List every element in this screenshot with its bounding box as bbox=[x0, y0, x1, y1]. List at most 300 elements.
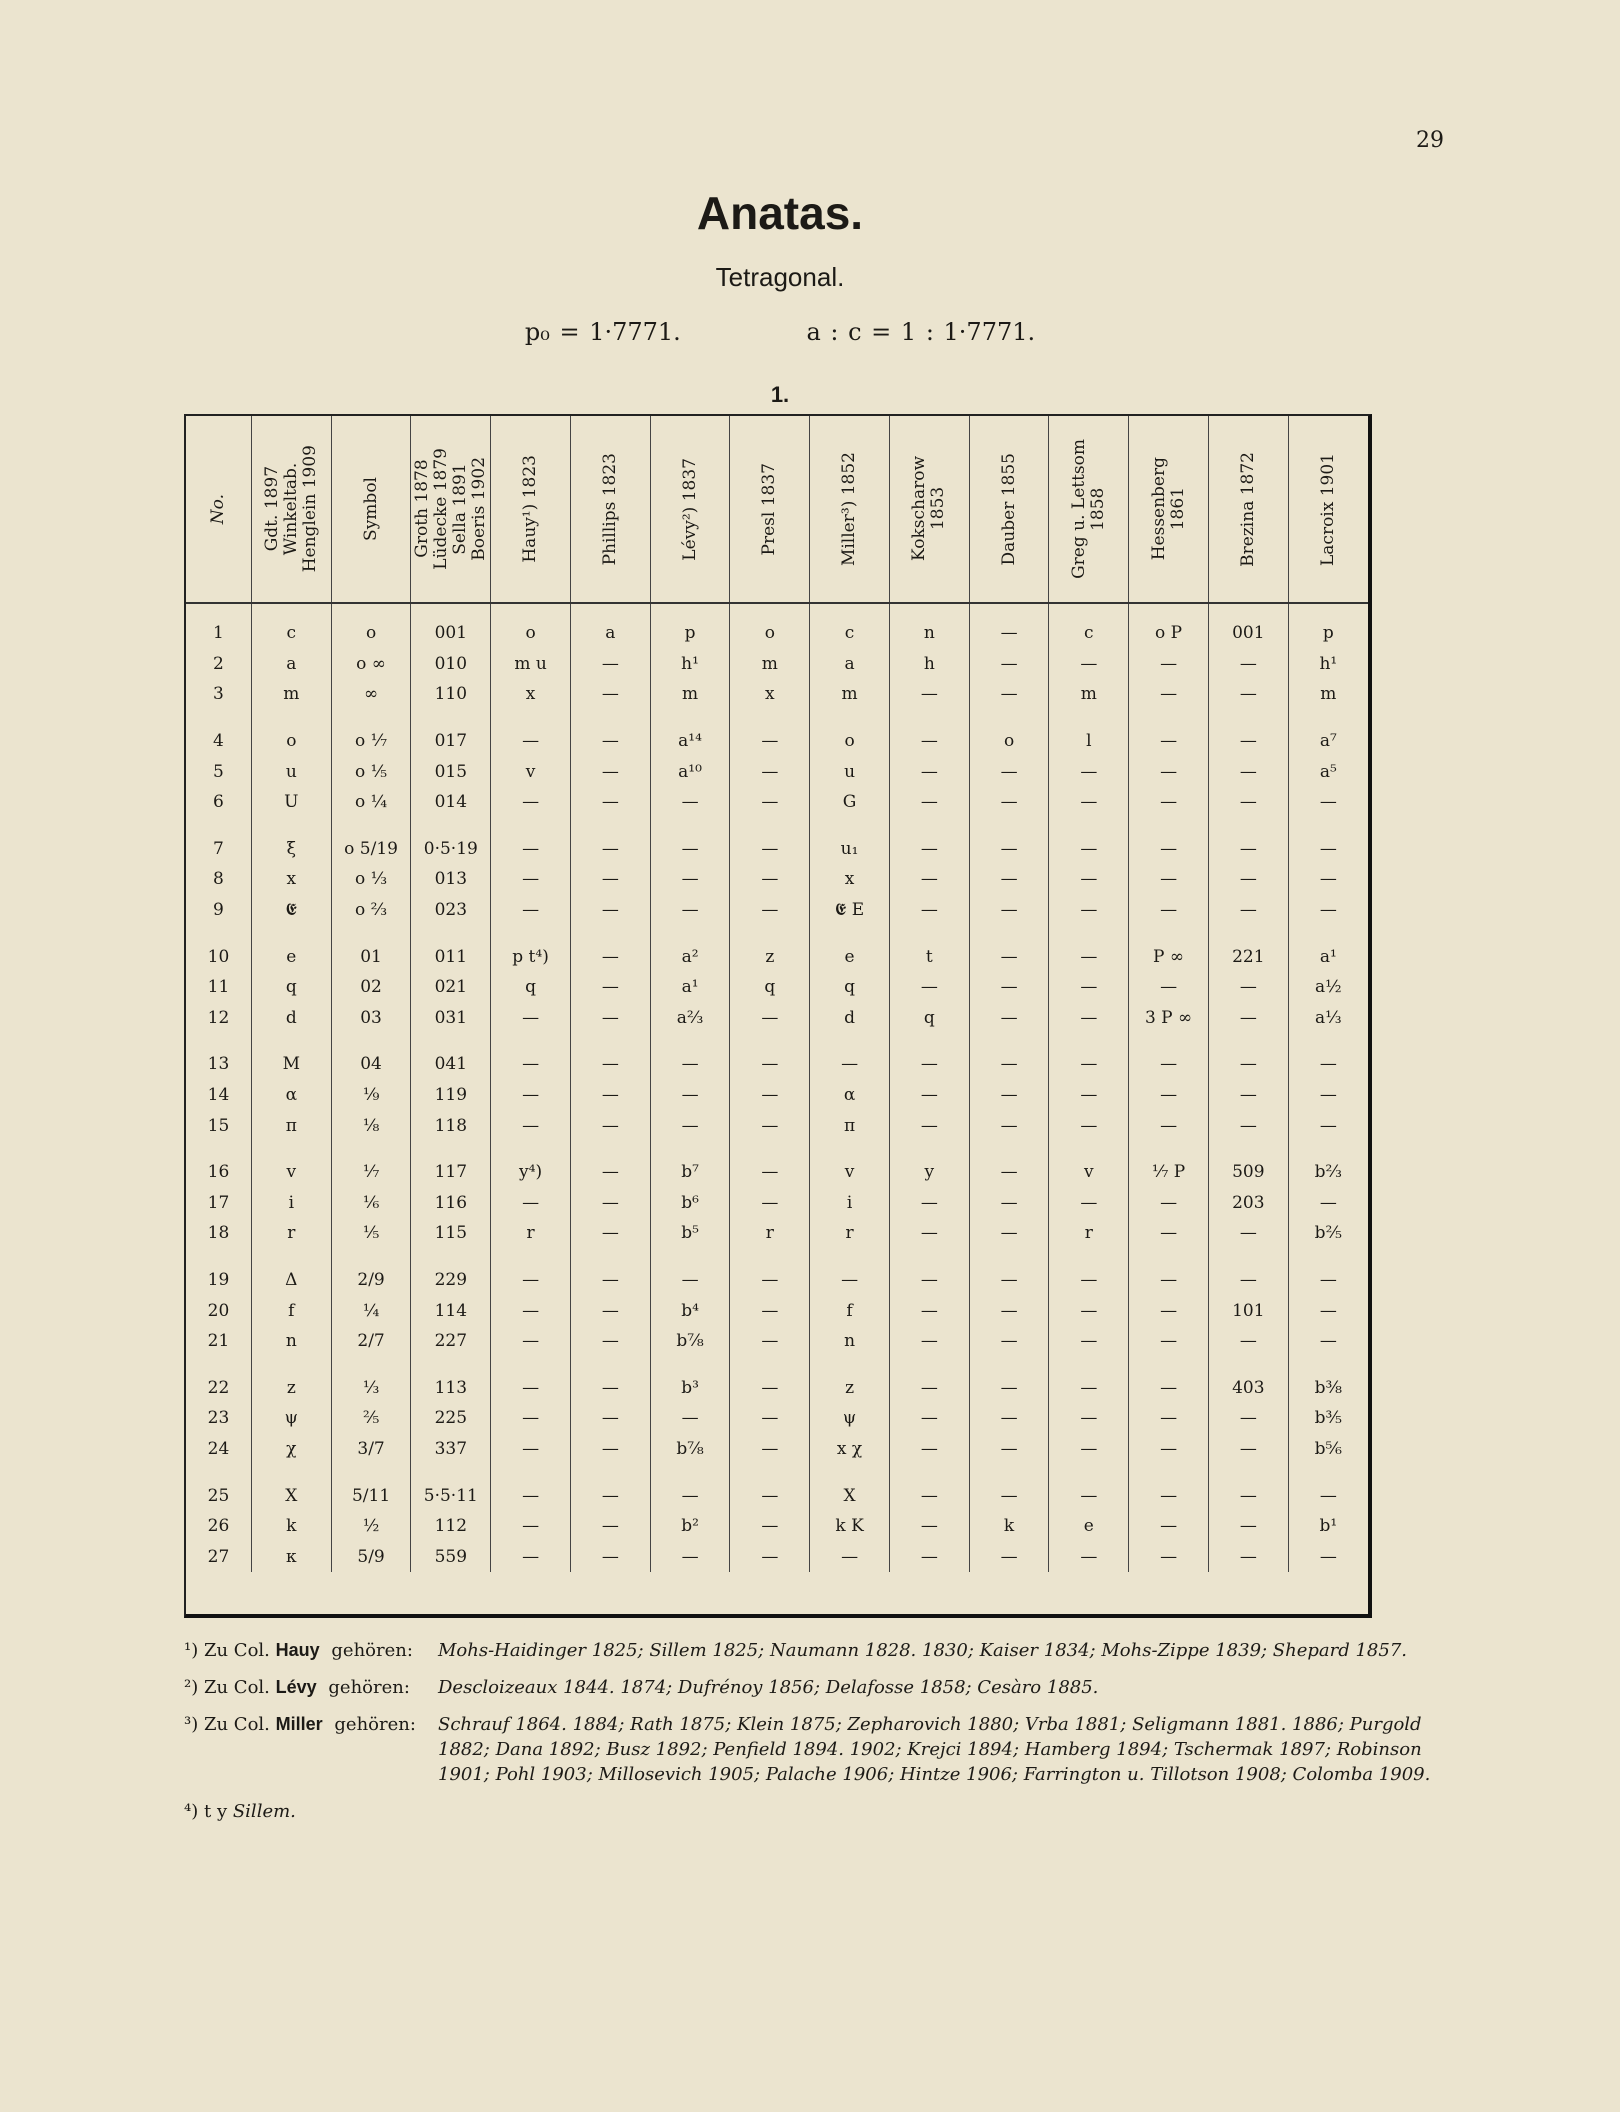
table-cell: — bbox=[570, 1295, 650, 1326]
table-cell: — bbox=[1208, 1218, 1288, 1249]
table-cell: — bbox=[889, 1403, 969, 1434]
table-cell: — bbox=[1288, 1249, 1368, 1296]
row-number: 19 bbox=[207, 1269, 230, 1290]
row-number: 3 bbox=[213, 684, 224, 705]
footnote-text: Descloizeaux 1844. 1874; Dufrénoy 1856; Delafosse 1858; Cesàro 1885. bbox=[438, 1677, 1099, 1698]
table-cell: v bbox=[251, 1141, 331, 1188]
table-cell: — bbox=[969, 1403, 1049, 1434]
table-cell: o bbox=[810, 710, 890, 757]
table-cell: ¼ bbox=[331, 1295, 411, 1326]
table-cell: — bbox=[1288, 1464, 1368, 1511]
table-cell: b⅚ bbox=[1288, 1434, 1368, 1465]
table-cell: — bbox=[1288, 818, 1368, 865]
table-cell: — bbox=[1049, 1541, 1129, 1572]
column-header-label: Hauy¹) 1823 bbox=[520, 455, 541, 563]
table-cell: b⅗ bbox=[1288, 1403, 1368, 1434]
table-cell: k bbox=[969, 1511, 1049, 1542]
table-cell: — bbox=[1129, 1356, 1209, 1403]
table-cell: b⅜ bbox=[1288, 1356, 1368, 1403]
table-cell: — bbox=[1129, 710, 1209, 757]
table-cell: — bbox=[1129, 1110, 1209, 1141]
table-cell: — bbox=[1208, 895, 1288, 926]
column-header bbox=[1129, 416, 1209, 603]
footnote-column-name: Hauy bbox=[275, 1640, 320, 1660]
table-cell: — bbox=[1049, 818, 1129, 865]
table-cell: m bbox=[1288, 679, 1368, 710]
table-row bbox=[186, 1188, 1368, 1219]
table-row bbox=[186, 818, 1368, 865]
table-cell: — bbox=[1208, 1110, 1288, 1141]
table-cell: — bbox=[1049, 1188, 1129, 1219]
table-cell: v bbox=[491, 756, 571, 787]
table-cell: — bbox=[1049, 756, 1129, 787]
column-header-label: Dauber 1855 bbox=[998, 452, 1019, 566]
table-cell: — bbox=[969, 1541, 1049, 1572]
table-row bbox=[186, 1403, 1368, 1434]
crystal-system: Tetragonal. bbox=[715, 262, 845, 292]
table-cell: — bbox=[1208, 1434, 1288, 1465]
table-cell: 041 bbox=[411, 1033, 491, 1080]
table-cell: — bbox=[1049, 1464, 1129, 1511]
table-cell: — bbox=[969, 1326, 1049, 1357]
table-cell: v bbox=[810, 1141, 890, 1188]
table-cell: — bbox=[730, 1326, 810, 1357]
column-header-label: Presl 1837 bbox=[759, 462, 780, 556]
column-header bbox=[1288, 416, 1368, 603]
row-number: 14 bbox=[207, 1085, 230, 1106]
table-cell: — bbox=[650, 1541, 730, 1572]
table-cell: — bbox=[889, 1249, 969, 1296]
table-cell: o bbox=[969, 710, 1049, 757]
table-cell: a⁷ bbox=[1288, 710, 1368, 757]
table-cell: — bbox=[570, 756, 650, 787]
table-cell: — bbox=[1129, 1080, 1209, 1111]
footnote-prefix: Zu Col. bbox=[203, 1677, 270, 1698]
table-cell: x χ bbox=[810, 1434, 890, 1465]
table-cell: 0·5·19 bbox=[411, 818, 491, 865]
table-cell: k K bbox=[810, 1511, 890, 1542]
table-cell: — bbox=[1049, 1326, 1129, 1357]
table-cell: — bbox=[1208, 864, 1288, 895]
table-cell: — bbox=[1049, 1003, 1129, 1034]
table-cell: c bbox=[810, 603, 890, 649]
footnote-label bbox=[184, 1638, 438, 1663]
table-cell: — bbox=[1129, 649, 1209, 680]
table-row bbox=[186, 895, 1368, 926]
table-cell: ⅐ P bbox=[1129, 1141, 1209, 1188]
table-cell: d bbox=[251, 1003, 331, 1034]
table-cell: π bbox=[810, 1110, 890, 1141]
column-header bbox=[889, 416, 969, 603]
table-cell: x bbox=[491, 679, 571, 710]
table-cell: — bbox=[730, 1003, 810, 1034]
table-cell: x bbox=[730, 679, 810, 710]
table-cell: — bbox=[889, 787, 969, 818]
table-cell: — bbox=[969, 818, 1049, 865]
table-cell: — bbox=[810, 1541, 890, 1572]
table-cell: o bbox=[331, 603, 411, 649]
table-cell: q bbox=[810, 972, 890, 1003]
row-number: 8 bbox=[213, 869, 224, 890]
row-number: 26 bbox=[207, 1516, 230, 1537]
table-cell: a¹⁰ bbox=[650, 756, 730, 787]
table-cell: o bbox=[491, 603, 571, 649]
table-cell: z bbox=[251, 1356, 331, 1403]
table-cell: 𝕰 bbox=[251, 895, 331, 926]
footnote-verb: gehören: bbox=[331, 1640, 413, 1661]
table-cell: — bbox=[570, 1403, 650, 1434]
footnote-text: Mohs-Haidinger 1825; Sillem 1825; Naumann 1828. 1830; Kaiser 1834; Mohs-Zippe 1839; Shepard 1857. bbox=[438, 1640, 1408, 1661]
table-row bbox=[186, 1003, 1368, 1034]
table-cell: 015 bbox=[411, 756, 491, 787]
table-cell: 509 bbox=[1208, 1141, 1288, 1188]
table-cell: — bbox=[491, 1003, 571, 1034]
constant-axial-ratio: a : c = 1 : 1·7771. bbox=[806, 318, 1036, 346]
table-cell: f bbox=[251, 1295, 331, 1326]
table-cell: — bbox=[1049, 649, 1129, 680]
table-row bbox=[186, 1141, 1368, 1188]
table-cell: ⅖ bbox=[331, 1403, 411, 1434]
table-cell: — bbox=[491, 1403, 571, 1434]
column-header bbox=[969, 416, 1049, 603]
footnote-1 bbox=[184, 1638, 1448, 1663]
table-cell: 203 bbox=[1208, 1188, 1288, 1219]
footnote-text: Schrauf 1864. 1884; Rath 1875; Klein 1875; Zepharovich 1880; Vrba 1881; Seligmann 1881. 1886; Purgold 1882; Dana 1892; Busz 1892; Penfield 1894. 1902; Krejci 1894; Hamberg 1894; Tschermak 1897; Robinson 1901; Pohl 1903; Millosevich 1905; Palache 1906; Hintze 1906; Farrington u. Tillotson 1908; Colomba 1909. bbox=[438, 1714, 1431, 1785]
table-cell: — bbox=[889, 1080, 969, 1111]
table-cell: y⁴) bbox=[491, 1141, 571, 1188]
table-row bbox=[186, 1249, 1368, 1296]
table-cell: ½ bbox=[331, 1511, 411, 1542]
table-cell: i bbox=[251, 1188, 331, 1219]
table-cell: — bbox=[570, 1003, 650, 1034]
table-cell: — bbox=[969, 1249, 1049, 1296]
table-cell: — bbox=[969, 1141, 1049, 1188]
table-cell: — bbox=[889, 972, 969, 1003]
table-cell: n bbox=[889, 603, 969, 649]
table-cell: — bbox=[730, 1033, 810, 1080]
table-cell: i bbox=[810, 1188, 890, 1219]
table-cell: — bbox=[889, 679, 969, 710]
table-cell: — bbox=[889, 864, 969, 895]
table-cell: 010 bbox=[411, 649, 491, 680]
table-cell: — bbox=[1049, 1110, 1129, 1141]
table-cell: — bbox=[570, 1110, 650, 1141]
table-row bbox=[186, 649, 1368, 680]
table-cell: — bbox=[650, 1249, 730, 1296]
table-cell: — bbox=[491, 1434, 571, 1465]
table-cell: — bbox=[570, 818, 650, 865]
table-cell: 013 bbox=[411, 864, 491, 895]
table-cell: — bbox=[1288, 864, 1368, 895]
table-cell: a bbox=[570, 603, 650, 649]
table-cell: α bbox=[251, 1080, 331, 1111]
table-cell: U bbox=[251, 787, 331, 818]
column-header-label: Phillips 1823 bbox=[599, 452, 620, 566]
table-cell: — bbox=[889, 1464, 969, 1511]
table-cell: — bbox=[1129, 1249, 1209, 1296]
footnote-2 bbox=[184, 1675, 1448, 1700]
table-cell: — bbox=[1129, 1403, 1209, 1434]
footnote-mark: ²) bbox=[184, 1677, 199, 1698]
table-cell: — bbox=[650, 864, 730, 895]
table-cell: — bbox=[969, 1464, 1049, 1511]
table-cell: — bbox=[570, 895, 650, 926]
table-cell: 225 bbox=[411, 1403, 491, 1434]
page-number: 29 bbox=[1416, 128, 1444, 153]
row-number: 5 bbox=[213, 761, 224, 782]
table-row bbox=[186, 1110, 1368, 1141]
table-cell: — bbox=[1208, 710, 1288, 757]
column-header-label: Gdt. 1897 Winkeltab. Henglein 1909 bbox=[261, 445, 320, 573]
table-cell: M bbox=[251, 1033, 331, 1080]
table-cell: a½ bbox=[1288, 972, 1368, 1003]
table-cell: — bbox=[1049, 1356, 1129, 1403]
table-cell: b² bbox=[650, 1511, 730, 1542]
table-cell: X bbox=[810, 1464, 890, 1511]
row-number: 23 bbox=[207, 1408, 230, 1429]
table-cell: t bbox=[889, 925, 969, 972]
table-cell: — bbox=[650, 1033, 730, 1080]
table-cell: o ⅐ bbox=[331, 710, 411, 757]
table-cell: o bbox=[251, 710, 331, 757]
column-header bbox=[331, 416, 411, 603]
table-cell: m bbox=[810, 679, 890, 710]
table-cell: κ bbox=[251, 1541, 331, 1572]
table-cell: — bbox=[889, 1326, 969, 1357]
table-cell: — bbox=[969, 972, 1049, 1003]
table-header-row bbox=[186, 416, 1368, 603]
table-cell: — bbox=[1049, 1403, 1129, 1434]
table-cell: — bbox=[889, 1511, 969, 1542]
table-cell: — bbox=[730, 895, 810, 926]
table-cell: 023 bbox=[411, 895, 491, 926]
table-cell: a¹⁴ bbox=[650, 710, 730, 757]
table-cell: e bbox=[251, 925, 331, 972]
table-cell: — bbox=[889, 756, 969, 787]
table-cell: a bbox=[810, 649, 890, 680]
table-cell: — bbox=[969, 649, 1049, 680]
column-header-label: Lacroix 1901 bbox=[1317, 452, 1338, 566]
table-cell: 03 bbox=[331, 1003, 411, 1034]
column-header bbox=[251, 416, 331, 603]
table-cell: o bbox=[730, 603, 810, 649]
table-cell: 031 bbox=[411, 1003, 491, 1034]
table-cell: h bbox=[889, 649, 969, 680]
table-cell: k bbox=[251, 1511, 331, 1542]
row-number: 9 bbox=[213, 900, 224, 921]
table-cell: X bbox=[251, 1464, 331, 1511]
column-header bbox=[570, 416, 650, 603]
table-cell: — bbox=[730, 1541, 810, 1572]
table-cell: — bbox=[1208, 1511, 1288, 1542]
table-cell: 02 bbox=[331, 972, 411, 1003]
table-cell: 2/9 bbox=[331, 1249, 411, 1296]
table-cell: z bbox=[810, 1356, 890, 1403]
table-cell: — bbox=[491, 1295, 571, 1326]
column-header bbox=[730, 416, 810, 603]
table-cell: u bbox=[251, 756, 331, 787]
table-cell: — bbox=[570, 1511, 650, 1542]
table-cell: — bbox=[1288, 1295, 1368, 1326]
table-cell: — bbox=[570, 787, 650, 818]
table-cell: — bbox=[969, 1295, 1049, 1326]
table-cell: — bbox=[1288, 1541, 1368, 1572]
table-cell: — bbox=[650, 895, 730, 926]
table-cell: — bbox=[491, 1080, 571, 1111]
table-cell: m bbox=[1049, 679, 1129, 710]
table-cell: — bbox=[570, 1141, 650, 1188]
table-cell: 229 bbox=[411, 1249, 491, 1296]
table-cell: 001 bbox=[411, 603, 491, 649]
table-cell: — bbox=[730, 756, 810, 787]
table-row bbox=[186, 756, 1368, 787]
row-number: 22 bbox=[207, 1377, 230, 1398]
table-cell: 119 bbox=[411, 1080, 491, 1111]
table-cell: — bbox=[1129, 1218, 1209, 1249]
table-cell: ⅐ bbox=[331, 1141, 411, 1188]
table-cell: 112 bbox=[411, 1511, 491, 1542]
table-row bbox=[186, 1511, 1368, 1542]
footnote-mark: ⁴) bbox=[184, 1801, 199, 1822]
table-cell: ⅓ bbox=[331, 1356, 411, 1403]
table-cell: — bbox=[730, 1249, 810, 1296]
table-cell: — bbox=[1049, 1249, 1129, 1296]
table-cell: o ∞ bbox=[331, 649, 411, 680]
table-cell: 5/11 bbox=[331, 1464, 411, 1511]
table-cell: 𝕰 E bbox=[810, 895, 890, 926]
row-number: 12 bbox=[207, 1007, 230, 1028]
table-row bbox=[186, 1326, 1368, 1357]
table-cell: — bbox=[889, 818, 969, 865]
table-cell: — bbox=[1288, 787, 1368, 818]
table-cell: h¹ bbox=[650, 649, 730, 680]
table-cell: — bbox=[969, 679, 1049, 710]
table-cell: 3/7 bbox=[331, 1434, 411, 1465]
table-cell: p bbox=[1288, 603, 1368, 649]
table-cell: — bbox=[1129, 1188, 1209, 1219]
table-cell: — bbox=[969, 603, 1049, 649]
table-row bbox=[186, 787, 1368, 818]
table-cell: — bbox=[1129, 1511, 1209, 1542]
column-header bbox=[411, 416, 491, 603]
table-cell: 01 bbox=[331, 925, 411, 972]
row-number: 24 bbox=[207, 1438, 230, 1459]
footnote-verb: gehören: bbox=[334, 1714, 416, 1735]
constant-p0: p₀ = 1·7771. bbox=[524, 318, 681, 346]
table-cell: 001 bbox=[1208, 603, 1288, 649]
table-cell: — bbox=[889, 1218, 969, 1249]
table-cell: b⁵ bbox=[650, 1218, 730, 1249]
table-cell: — bbox=[1288, 1110, 1368, 1141]
table-cell: — bbox=[969, 787, 1049, 818]
table-cell: f bbox=[810, 1295, 890, 1326]
crystal-constants bbox=[0, 318, 1560, 346]
table-cell: r bbox=[491, 1218, 571, 1249]
table-cell: ⅛ bbox=[331, 1110, 411, 1141]
table-cell: n bbox=[251, 1326, 331, 1357]
table-row bbox=[186, 1218, 1368, 1249]
table-cell: — bbox=[969, 864, 1049, 895]
table-cell: 113 bbox=[411, 1356, 491, 1403]
table-cell: a² bbox=[650, 925, 730, 972]
table-cell: b⁶ bbox=[650, 1188, 730, 1219]
row-number: 27 bbox=[207, 1546, 230, 1567]
table-cell: a⅓ bbox=[1288, 1003, 1368, 1034]
table-cell: ⅕ bbox=[331, 1218, 411, 1249]
table-cell: — bbox=[730, 1511, 810, 1542]
table-cell: — bbox=[1208, 818, 1288, 865]
row-number: 2 bbox=[213, 653, 224, 674]
table-cell: — bbox=[969, 1033, 1049, 1080]
column-header-label: Brezina 1872 bbox=[1237, 451, 1258, 567]
column-header bbox=[1049, 416, 1129, 603]
table-cell: — bbox=[1049, 925, 1129, 972]
table-cell: — bbox=[1129, 1541, 1209, 1572]
table-cell: P ∞ bbox=[1129, 925, 1209, 972]
table-cell: — bbox=[730, 1141, 810, 1188]
table-cell: q bbox=[730, 972, 810, 1003]
table-row bbox=[186, 864, 1368, 895]
table-cell: y bbox=[889, 1141, 969, 1188]
table-cell: 5·5·11 bbox=[411, 1464, 491, 1511]
page-title: Anatas. bbox=[696, 187, 864, 239]
table-cell: — bbox=[889, 710, 969, 757]
table-cell: — bbox=[1049, 895, 1129, 926]
table-cell: — bbox=[1208, 787, 1288, 818]
table-cell: — bbox=[650, 1464, 730, 1511]
table-cell: — bbox=[810, 1033, 890, 1080]
table-cell: — bbox=[570, 1434, 650, 1465]
table-cell: 110 bbox=[411, 679, 491, 710]
table-cell: — bbox=[1129, 972, 1209, 1003]
table-cell: — bbox=[491, 895, 571, 926]
table-cell: b⁷ bbox=[650, 1141, 730, 1188]
table-cell: — bbox=[570, 1218, 650, 1249]
table-cell: — bbox=[491, 1110, 571, 1141]
table-cell: — bbox=[969, 1188, 1049, 1219]
table-cell: r bbox=[251, 1218, 331, 1249]
table-cell: 116 bbox=[411, 1188, 491, 1219]
row-number: 7 bbox=[213, 838, 224, 859]
table-cell: b⅖ bbox=[1288, 1218, 1368, 1249]
forms-table bbox=[186, 416, 1368, 1572]
table-cell: o 5/19 bbox=[331, 818, 411, 865]
table-cell: — bbox=[969, 1110, 1049, 1141]
column-header bbox=[1208, 416, 1288, 603]
table-cell: — bbox=[1129, 1033, 1209, 1080]
table-cell: — bbox=[889, 1541, 969, 1572]
column-header-label: Symbol bbox=[360, 477, 381, 541]
column-header-label: Miller³) 1852 bbox=[839, 451, 860, 567]
table-body bbox=[186, 603, 1368, 1572]
table-cell: o ¼ bbox=[331, 787, 411, 818]
table-cell: — bbox=[1129, 1434, 1209, 1465]
table-row bbox=[186, 1295, 1368, 1326]
table-cell: 5/9 bbox=[331, 1541, 411, 1572]
table-cell: 559 bbox=[411, 1541, 491, 1572]
table-cell: — bbox=[1208, 1033, 1288, 1080]
table-cell: — bbox=[1208, 679, 1288, 710]
table-cell: 118 bbox=[411, 1110, 491, 1141]
table-cell: — bbox=[491, 1033, 571, 1080]
table-cell: 014 bbox=[411, 787, 491, 818]
table-cell: — bbox=[730, 1356, 810, 1403]
table-cell: — bbox=[650, 1080, 730, 1111]
table-cell: — bbox=[1208, 1003, 1288, 1034]
table-cell: a bbox=[251, 649, 331, 680]
table-cell: — bbox=[1129, 756, 1209, 787]
table-cell: — bbox=[730, 710, 810, 757]
